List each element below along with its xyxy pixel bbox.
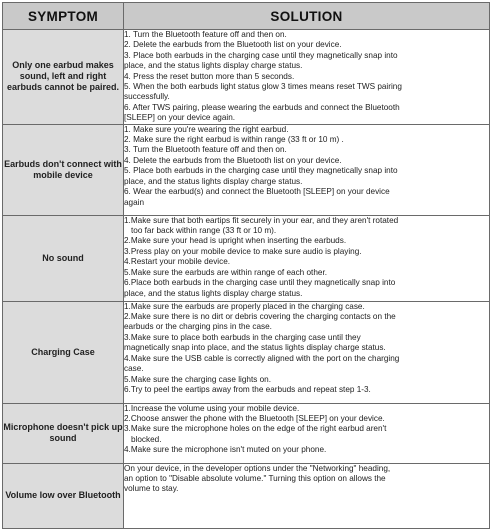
- header-row: [3, 3, 490, 30]
- solution-line: 6.Try to peel the eartips away from the earbuds and repeat step 1-3.: [124, 384, 371, 394]
- solution-line: 1. Make sure you're wearing the right earbud.: [124, 124, 289, 134]
- solution-cell: [124, 124, 490, 215]
- solution-line: 5.Make sure the charging case lights on.: [124, 374, 272, 384]
- solution-header: SOLUTION: [124, 3, 490, 30]
- solution-line: earbuds or the charging pins in the case.: [124, 322, 272, 332]
- solution-line: 1. Turn the Bluetooth feature off and then on.: [124, 30, 287, 39]
- solution-line: successfully.: [124, 92, 170, 102]
- solution-line: 4.Make sure the USB cable is correctly aligned with the port on the charging: [124, 353, 400, 363]
- solution-line: [SLEEP] on your device again.: [124, 113, 236, 123]
- solution-line: 4.Restart your mobile device.: [124, 257, 231, 267]
- solution-line: 6.Place both earbuds in the charging case until they magnetically snap into: [124, 278, 396, 288]
- solution-line: 3. Turn the Bluetooth feature off and then on.: [124, 145, 287, 155]
- solution-line: 2.Make sure there is no dirt or debris covering the charging contacts on the: [124, 312, 396, 322]
- solution-line: 4. Press the reset button more than 5 seconds.: [124, 71, 295, 81]
- solution-line: 5. When the both earbuds light status glow 3 times means reset TWS pairing: [124, 82, 402, 92]
- solution-line: magnetically snap into place, and the status lights display charge status.: [124, 343, 386, 353]
- table-row: [3, 301, 490, 403]
- symptom-cell: Microphone doesn't pick up sound: [3, 403, 124, 463]
- symptom-cell: Volume low over Bluetooth: [3, 463, 124, 528]
- troubleshooting-table: [2, 2, 490, 529]
- solution-line: 4.Make sure the microphone isn't muted on your phone.: [124, 445, 327, 455]
- solution-cell: [124, 403, 490, 463]
- solution-line: 3.Make sure the microphone holes on the edge of the right earbud aren't: [124, 424, 387, 434]
- solution-line: 6. Wear the earbud(s) and connect the Bluetooth [SLEEP] on your device: [124, 187, 390, 197]
- symptom-cell: Charging Case: [3, 301, 124, 403]
- solution-cell: [124, 30, 490, 125]
- table-row: [3, 124, 490, 215]
- solution-line: 2.Make sure your head is upright when inserting the earbuds.: [124, 236, 347, 246]
- solution-cell: [124, 463, 490, 528]
- symptom-header: SYMPTOM: [3, 3, 124, 30]
- solution-line: 1.Make sure the earbuds are properly placed in the charging case.: [124, 301, 365, 311]
- solution-line: 3.Press play on your mobile device to make sure audio is playing.: [124, 246, 362, 256]
- solution-line: 2.Choose answer the phone with the Bluetooth [SLEEP] on your device.: [124, 414, 385, 424]
- solution-line: place, and the status lights display charge status.: [124, 288, 303, 298]
- solution-line: 2. Make sure the right earbud is within range (33 ft or 10 m) .: [124, 135, 344, 145]
- symptom-cell: Only one earbud makes sound, left and right earbuds cannot be paired.: [3, 30, 124, 125]
- solution-line: 1.Make sure that both eartips fit securely in your ear, and they aren't rotated: [124, 215, 399, 225]
- solution-line: 6. After TWS pairing, please wearing the earbuds and connect the Bluetooth: [124, 102, 400, 112]
- solution-line: blocked.: [131, 434, 162, 444]
- table-row: [3, 215, 490, 301]
- solution-cell: [124, 215, 490, 301]
- solution-line: too far back within range (33 ft or 10 m).: [131, 226, 277, 236]
- solution-line: place, and the status lights display charge status.: [124, 176, 303, 186]
- solution-line: volume to stay.: [124, 484, 179, 494]
- solution-line: again: [124, 197, 145, 207]
- solution-line: 5.Make sure the earbuds are within range of each other.: [124, 267, 327, 277]
- solution-line: 3. Place both earbuds in the charging case until they magnetically snap into: [124, 50, 398, 60]
- solution-line: 2. Delete the earbuds from the Bluetooth list on your device.: [124, 40, 342, 50]
- solution-line: 4. Delete the earbuds from the Bluetooth list on your device.: [124, 155, 342, 165]
- solution-line: 1.Increase the volume using your mobile device.: [124, 403, 300, 413]
- symptom-cell: Earbuds don't connect with mobile device: [3, 124, 124, 215]
- solution-line: 3.Make sure to place both earbuds in the charging case until they: [124, 332, 361, 342]
- table-row: [3, 30, 490, 125]
- table-row: [3, 403, 490, 463]
- solution-line: 5. Place both earbuds in the charging case until they magnetically snap into: [124, 166, 398, 176]
- solution-line: On your device, in the developer options under the "Networking" heading,: [124, 463, 391, 473]
- table-row: [3, 463, 490, 528]
- solution-line: an option to "Disable absolute volume." Turning this option on allows the: [124, 474, 386, 484]
- symptom-cell: No sound: [3, 215, 124, 301]
- solution-line: case.: [124, 364, 144, 374]
- solution-cell: [124, 301, 490, 403]
- solution-line: place, and the status lights display charge status.: [124, 61, 303, 71]
